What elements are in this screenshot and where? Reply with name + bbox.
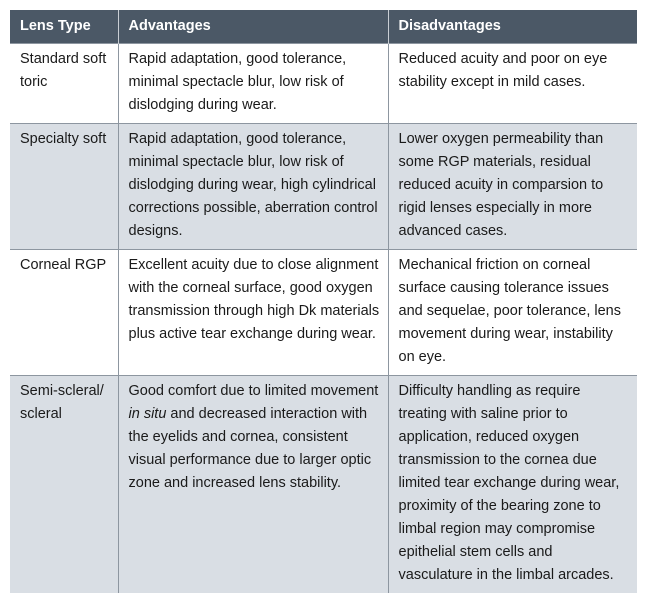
header-row <box>10 10 637 44</box>
table-header <box>10 10 637 44</box>
advantages-cell: Rapid adaptation, good tolerance, minimal spectacle blur, low risk of dislodging during wear. <box>118 44 388 124</box>
advantages-italic-term: in situ <box>128 406 167 422</box>
header-disadvantages: Disadvantages <box>388 10 637 44</box>
lens-type-cell: Standard soft toric <box>10 44 118 124</box>
disadvantages-cell: Reduced acuity and poor on eye stability except in mild cases. <box>388 44 637 124</box>
lens-comparison-table-container <box>10 10 637 593</box>
header-lens-type: Lens Type <box>10 10 118 44</box>
disadvantages-cell: Lower oxygen permeability than some RGP materials, residual reduced acuity in comparsion to rigid lenses especially in more advanced cases. <box>388 124 637 250</box>
header-advantages: Advantages <box>118 10 388 44</box>
lens-comparison-table <box>10 10 637 593</box>
disadvantages-cell: Mechanical friction on corneal surface causing tolerance issues and sequelae, poor tolerance, lens movement during wear, instability on eye. <box>388 250 637 376</box>
table-row <box>10 44 637 124</box>
advantages-cell: Excellent acuity due to close alignment with the corneal surface, good oxygen transmission through high Dk materials plus active tear exchange during wear. <box>118 250 388 376</box>
lens-type-cell: Corneal RGP <box>10 250 118 376</box>
advantages-text-start: Good comfort due to limited movement <box>128 383 379 399</box>
lens-type-cell: Semi-scleral/ scleral <box>10 376 118 594</box>
advantages-cell: Rapid adaptation, good tolerance, minimal spectacle blur, low risk of dislodging during wear, high cylindrical corrections possible, aberration control designs. <box>118 124 388 250</box>
table-body <box>10 44 637 594</box>
table-row <box>10 376 637 594</box>
lens-type-cell: Specialty soft <box>10 124 118 250</box>
table-row <box>10 250 637 376</box>
disadvantages-cell: Difficulty handling as require treating with saline prior to application, reduced oxygen transmission to the cornea due limited tear exchange during wear, proximity of the bearing zone to limbal region may compromise epithelial stem cells and vasculature in the limbal arcades. <box>388 376 637 594</box>
table-row <box>10 124 637 250</box>
advantages-text-end: and decreased interaction with the eyelids and cornea, consistent visual performance due to larger optic zone and increased lens stability. <box>128 406 372 491</box>
advantages-cell <box>118 376 388 594</box>
